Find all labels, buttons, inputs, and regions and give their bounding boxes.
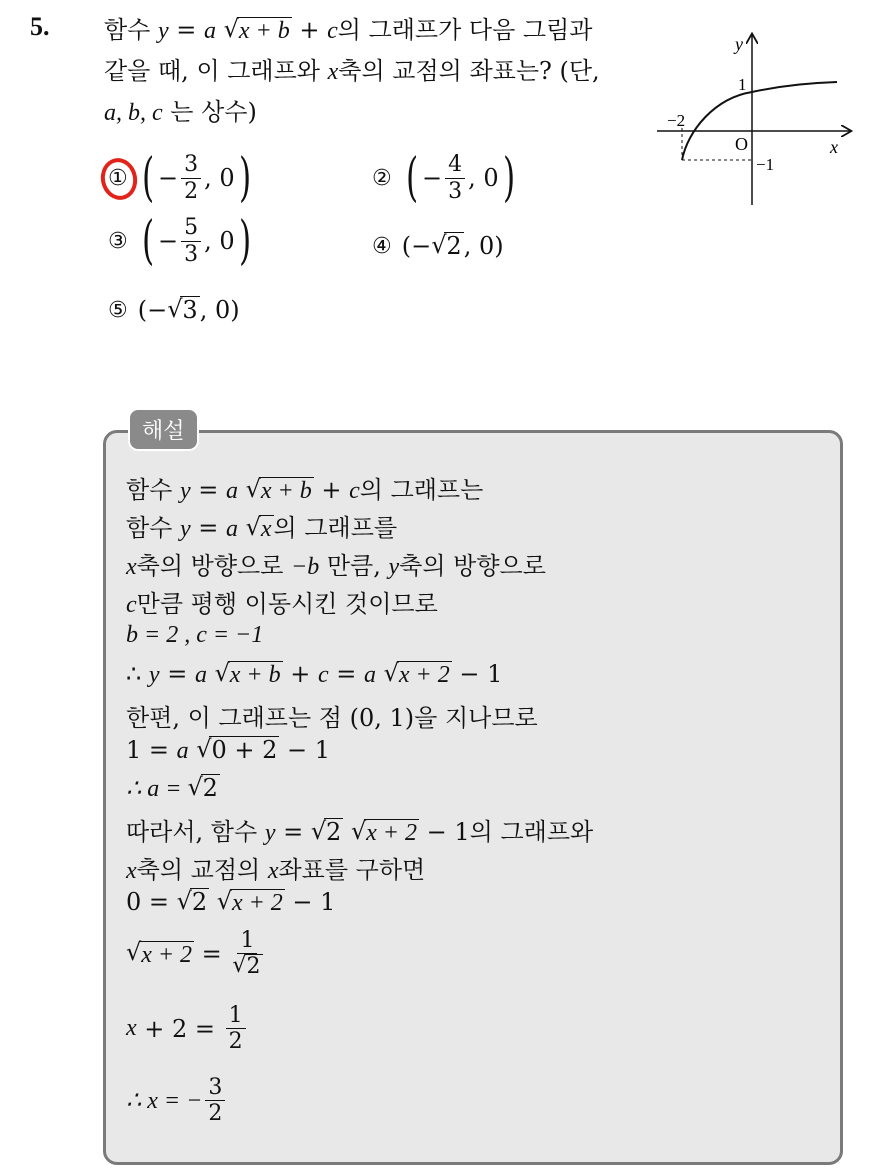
function-graph [655,30,855,210]
solution-line-8: 1 = a √ 0 + 2 − 1 [126,736,330,765]
solution-line-2: 함수 y = a √ x의 그래프를 [126,508,397,543]
solution-line-11: x축의 교점의 x좌표를 구하면 [126,856,426,884]
solution-line-6: ∴ y = a √ x + b + c = a √ x + 2 − 1 [126,660,502,689]
solution-line-5: b = 2 , c = −1 [126,622,264,648]
solution-tag: 해설 [128,408,199,451]
tick-label-1: 1 [738,75,747,94]
question-number: 5. [30,12,50,41]
tick-label-neg-1: −1 [756,155,775,174]
choice-3[interactable]: ③ ( − $\frac{5}{3}$ , 0 ) [108,211,251,271]
solution-line-12: 0 = √ 2 √ x + 2 − 1 [126,888,335,916]
question-line-1: 함수 y = a √ x + b + c의 그래프가 다음 그림과 [104,10,649,51]
tick-label-neg-2: −2 [667,111,686,130]
sqrt-curve [682,82,837,160]
question-text [104,10,649,133]
solution-line-14: x + 2 = $\frac{1}{2}$ [126,1003,249,1055]
solution-line-15: ∴ x = − $\frac{3}{2}$ [126,1075,228,1127]
solution-line-7: 한편, 이 그래프는 점 (0, 1)을 지나므로 [126,704,538,732]
choice-1[interactable]: ① ( − $\frac{3}{2}$ , 0 ) [108,148,251,208]
solution-line-1: 함수 y = a √ x + b + c의 그래프는 [126,470,483,505]
choice-4[interactable]: ④ (− √ 2 , 0) [372,232,504,260]
origin-label: O [735,134,748,154]
question-line-3: a, b, c 는 상수) [104,98,257,126]
solution-line-9: ∴ a = √ 2 [126,774,220,803]
solution-line-10: 따라서, 함수 y = √ 2 √ x + 2 − 1의 그래프와 [126,812,593,847]
solution-line-13: √ x + 2 = 1 √ 2 [126,928,266,980]
solution-line-3: x축의 방향으로 −b 만큼, y축의 방향으로 [126,552,546,580]
y-axis-label: y [735,34,743,54]
solution-line-4: c만큼 평행 이동시킨 것이므로 [126,590,438,618]
choice-5[interactable]: ⑤ (− √ 3 , 0) [108,296,240,324]
question-line-2: 같을 때, 이 그래프와 x축의 교점의 좌표는? (단, [104,57,600,85]
x-axis-label: x [830,137,838,157]
choice-2[interactable]: ② ( − $\frac{4}{3}$ , 0 ) [372,148,515,208]
